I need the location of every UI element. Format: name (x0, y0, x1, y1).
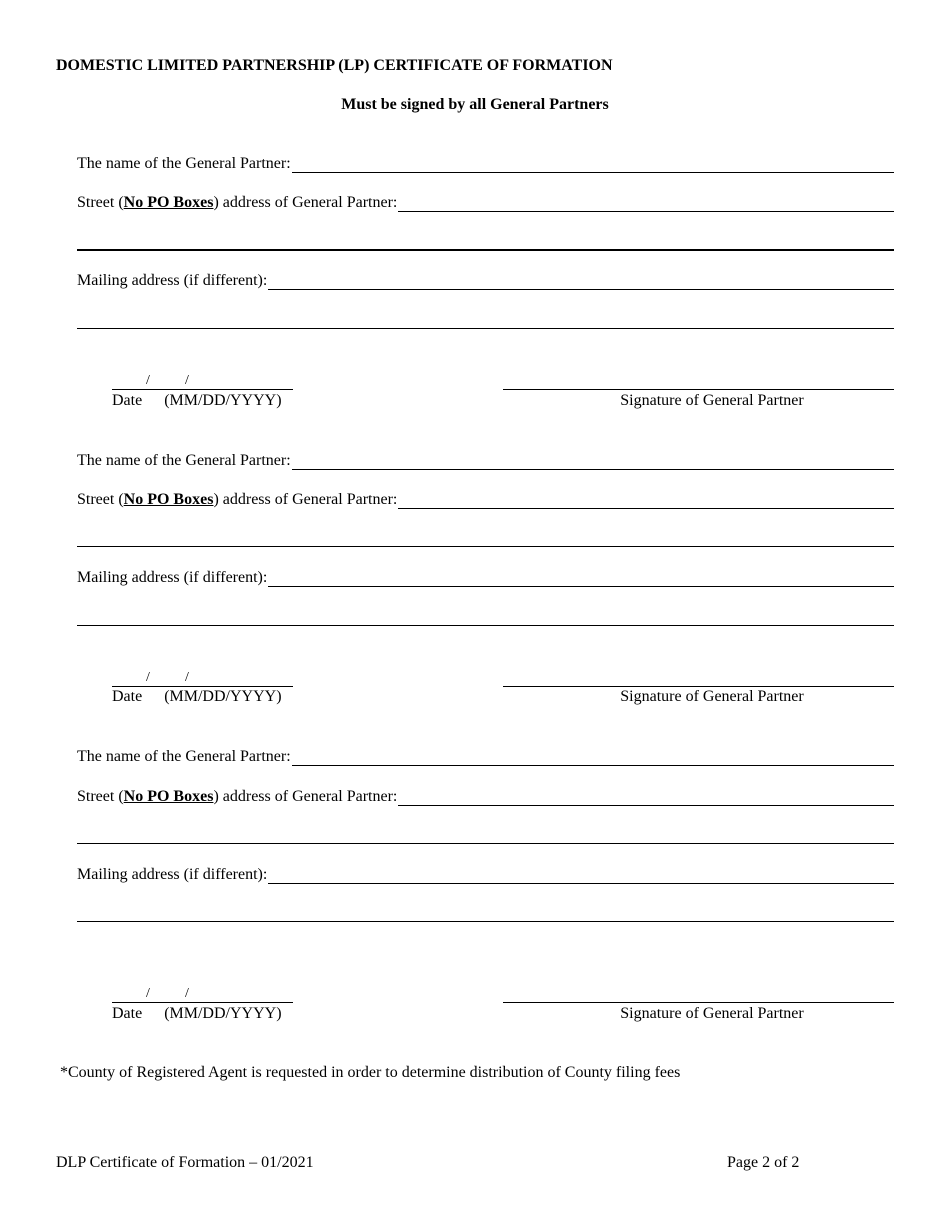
partner-mailing-field[interactable] (268, 868, 894, 884)
partner-name-field[interactable] (292, 750, 894, 766)
partner-street-field-line-2[interactable] (77, 249, 894, 251)
date-label: Date (MM/DD/YYYY) (112, 392, 282, 409)
no-po-boxes-note: No PO Boxes (123, 491, 214, 508)
partner-street-label: Street (No PO Boxes) address of General Partner: (77, 788, 398, 805)
partner-street-row (77, 487, 894, 509)
partner-mailing-field[interactable] (268, 274, 894, 290)
partner-mailing-row (77, 862, 894, 884)
partner-mailing-label: Mailing address (if different): (77, 866, 268, 883)
page-number: Page 2 of 2 (727, 1154, 800, 1171)
date-field[interactable] (112, 670, 293, 687)
partner-name-field[interactable] (292, 157, 894, 173)
partner-street-row (77, 784, 894, 806)
date-format-hint: (MM/DD/YYYY) (164, 1005, 282, 1022)
partner-street-row (77, 190, 894, 212)
partner-street-label: Street (No PO Boxes) address of General Partner: (77, 194, 398, 211)
form-title: DOMESTIC LIMITED PARTNERSHIP (LP) CERTIFICATE OF FORMATION (56, 57, 613, 74)
no-po-boxes-note: No PO Boxes (123, 194, 214, 211)
partner-mailing-field[interactable] (268, 571, 894, 587)
date-slash: / (146, 373, 150, 388)
date-label: Date (MM/DD/YYYY) (112, 1005, 282, 1022)
signature-field[interactable] (503, 1002, 894, 1003)
partner-name-label: The name of the General Partner: (77, 155, 291, 172)
form-subtitle: Must be signed by all General Partners (341, 96, 609, 113)
date-label: Date (MM/DD/YYYY) (112, 688, 282, 705)
partner-name-row (77, 744, 894, 766)
partner-mailing-field-line-2[interactable] (77, 921, 894, 922)
form-id: DLP Certificate of Formation – 01/2021 (56, 1154, 314, 1171)
date-slash: / (185, 670, 189, 685)
signature-field[interactable] (503, 389, 894, 390)
partner-mailing-label: Mailing address (if different): (77, 272, 268, 289)
partner-mailing-field-line-2[interactable] (77, 625, 894, 626)
signature-field[interactable] (503, 686, 894, 687)
partner-street-field-line-2[interactable] (77, 843, 894, 844)
signature-label: Signature of General Partner (620, 1005, 804, 1022)
no-po-boxes-note: No PO Boxes (123, 788, 214, 805)
signature-label: Signature of General Partner (620, 688, 804, 705)
partner-street-field[interactable] (398, 196, 894, 212)
partner-mailing-row (77, 565, 894, 587)
partner-mailing-field-line-2[interactable] (77, 328, 894, 329)
date-field[interactable] (112, 373, 293, 390)
partner-street-field-line-2[interactable] (77, 546, 894, 547)
partner-name-field[interactable] (292, 454, 894, 470)
partner-street-field[interactable] (398, 790, 894, 806)
partner-street-label: Street (No PO Boxes) address of General Partner: (77, 491, 398, 508)
partner-name-row (77, 448, 894, 470)
partner-mailing-row (77, 268, 894, 290)
date-format-hint: (MM/DD/YYYY) (164, 392, 282, 409)
date-field[interactable] (112, 986, 293, 1003)
date-slash: / (185, 373, 189, 388)
date-slash: / (185, 986, 189, 1001)
date-slash: / (146, 670, 150, 685)
partner-mailing-label: Mailing address (if different): (77, 569, 268, 586)
partner-street-field[interactable] (398, 493, 894, 509)
date-slash: / (146, 986, 150, 1001)
partner-name-label: The name of the General Partner: (77, 452, 291, 469)
signature-label: Signature of General Partner (620, 392, 804, 409)
partner-name-label: The name of the General Partner: (77, 748, 291, 765)
county-fee-note: *County of Registered Agent is requested in order to determine distribution of County filing fees (60, 1064, 681, 1081)
date-format-hint: (MM/DD/YYYY) (164, 688, 282, 705)
partner-name-row (77, 151, 894, 173)
